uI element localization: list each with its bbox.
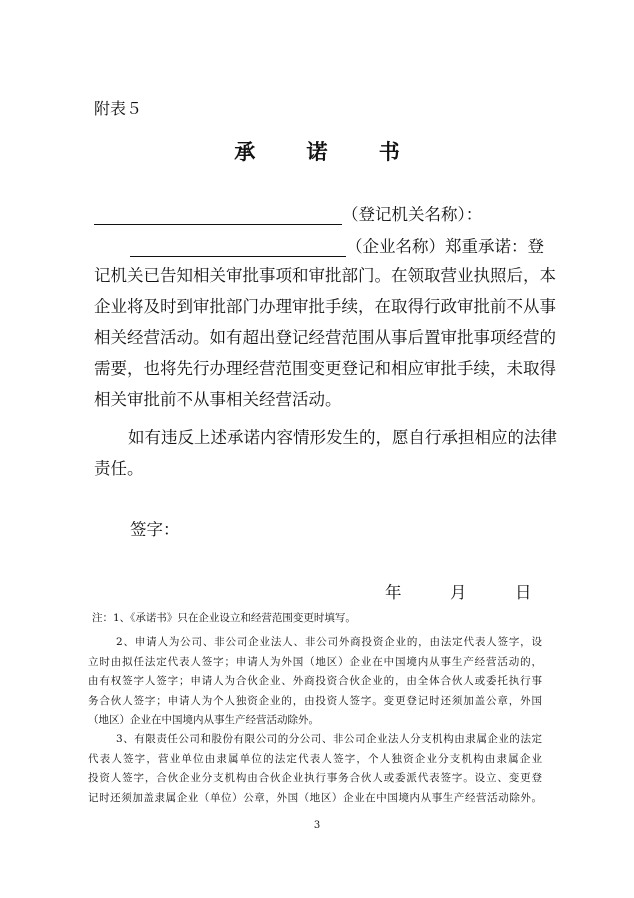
- note-3: [88, 730, 542, 808]
- note-line: 务合伙人签字；申请人为个人独资企业的，由投资人签字。变更登记时还须加盖公章，外国: [88, 694, 542, 707]
- commitment-line: 记机关已告知相关审批事项和审批部门。在领取营业执照后，本: [94, 266, 556, 285]
- annex-label: 附表５: [94, 99, 143, 118]
- authority-name-blank[interactable]: [94, 206, 342, 225]
- note-line: （地区）企业在中国境内从事生产经营活动除外。: [88, 714, 319, 726]
- note-line: 注：1、《承诺书》只在企业设立和经营范围变更时填写。: [92, 612, 356, 624]
- authority-suffix: （登记机关名称）：: [342, 205, 483, 224]
- authority-line: [94, 201, 482, 225]
- date-year-label: 年: [385, 583, 402, 602]
- page-number: 3: [313, 820, 321, 831]
- note-2: [88, 633, 542, 731]
- commitment-line: 相关经营活动。如有超出登记经营范围从事后置审批事项经营的: [94, 328, 556, 347]
- liability-line: 如有违反上述承诺内容情形发生的，愿自行承担相应的法律: [128, 428, 557, 447]
- enterprise-name-blank[interactable]: [130, 238, 346, 257]
- enterprise-line: [130, 233, 542, 257]
- signature-label: 签字：: [130, 520, 180, 539]
- note-line: 代表人签字，营业单位由隶属单位的法定代表人签字，个人独资企业分支机构由隶属企业: [88, 752, 542, 765]
- note-line: 立时由拟任法定代表人签字；申请人为外国（地区）企业在中国境内从事生产经营活动的，: [88, 655, 542, 668]
- signature-area[interactable]: [185, 536, 365, 537]
- note-line: 2、申请人为公司、非公司企业法人、非公司外商投资企业的，由法定代表人签字，设: [116, 636, 542, 648]
- note-line: 投资人签字，合伙企业分支机构由合伙企业执行事务合伙人或委派代表签字。设立、变更登: [88, 772, 542, 784]
- liability-line: 责任。: [94, 459, 144, 478]
- date-month-label: 月: [450, 583, 467, 602]
- enterprise-suffix: （企业名称）郑重承诺：登: [346, 237, 544, 256]
- document-title: 承 诺 书: [234, 139, 422, 164]
- commitment-line: 需要，也将先行办理经营范围变更登记和相应审批手续，未取得: [94, 359, 556, 378]
- note-line: 记时还须加盖隶属企业（单位）公章，外国（地区）企业在中国境内从事生产经营活动除外。: [88, 791, 542, 804]
- note-1: [88, 609, 542, 629]
- note-line: 由有权签字人签字；申请人为合伙企业、外商投资合伙企业的，由全体合伙人或委托执行事: [88, 675, 542, 687]
- commitment-line: 企业将及时到审批部门办理审批手续，在取得行政审批前不从事: [94, 297, 556, 316]
- commitment-paragraph: [94, 260, 556, 415]
- date-day-label: 日: [515, 583, 532, 602]
- liability-paragraph: [94, 422, 557, 484]
- note-line: 3、有限责任公司和股份有限公司的分公司、非公司企业法人分支机构由隶属企业的法定: [116, 733, 542, 745]
- commitment-line: 相关审批前不从事相关经营活动。: [94, 390, 342, 409]
